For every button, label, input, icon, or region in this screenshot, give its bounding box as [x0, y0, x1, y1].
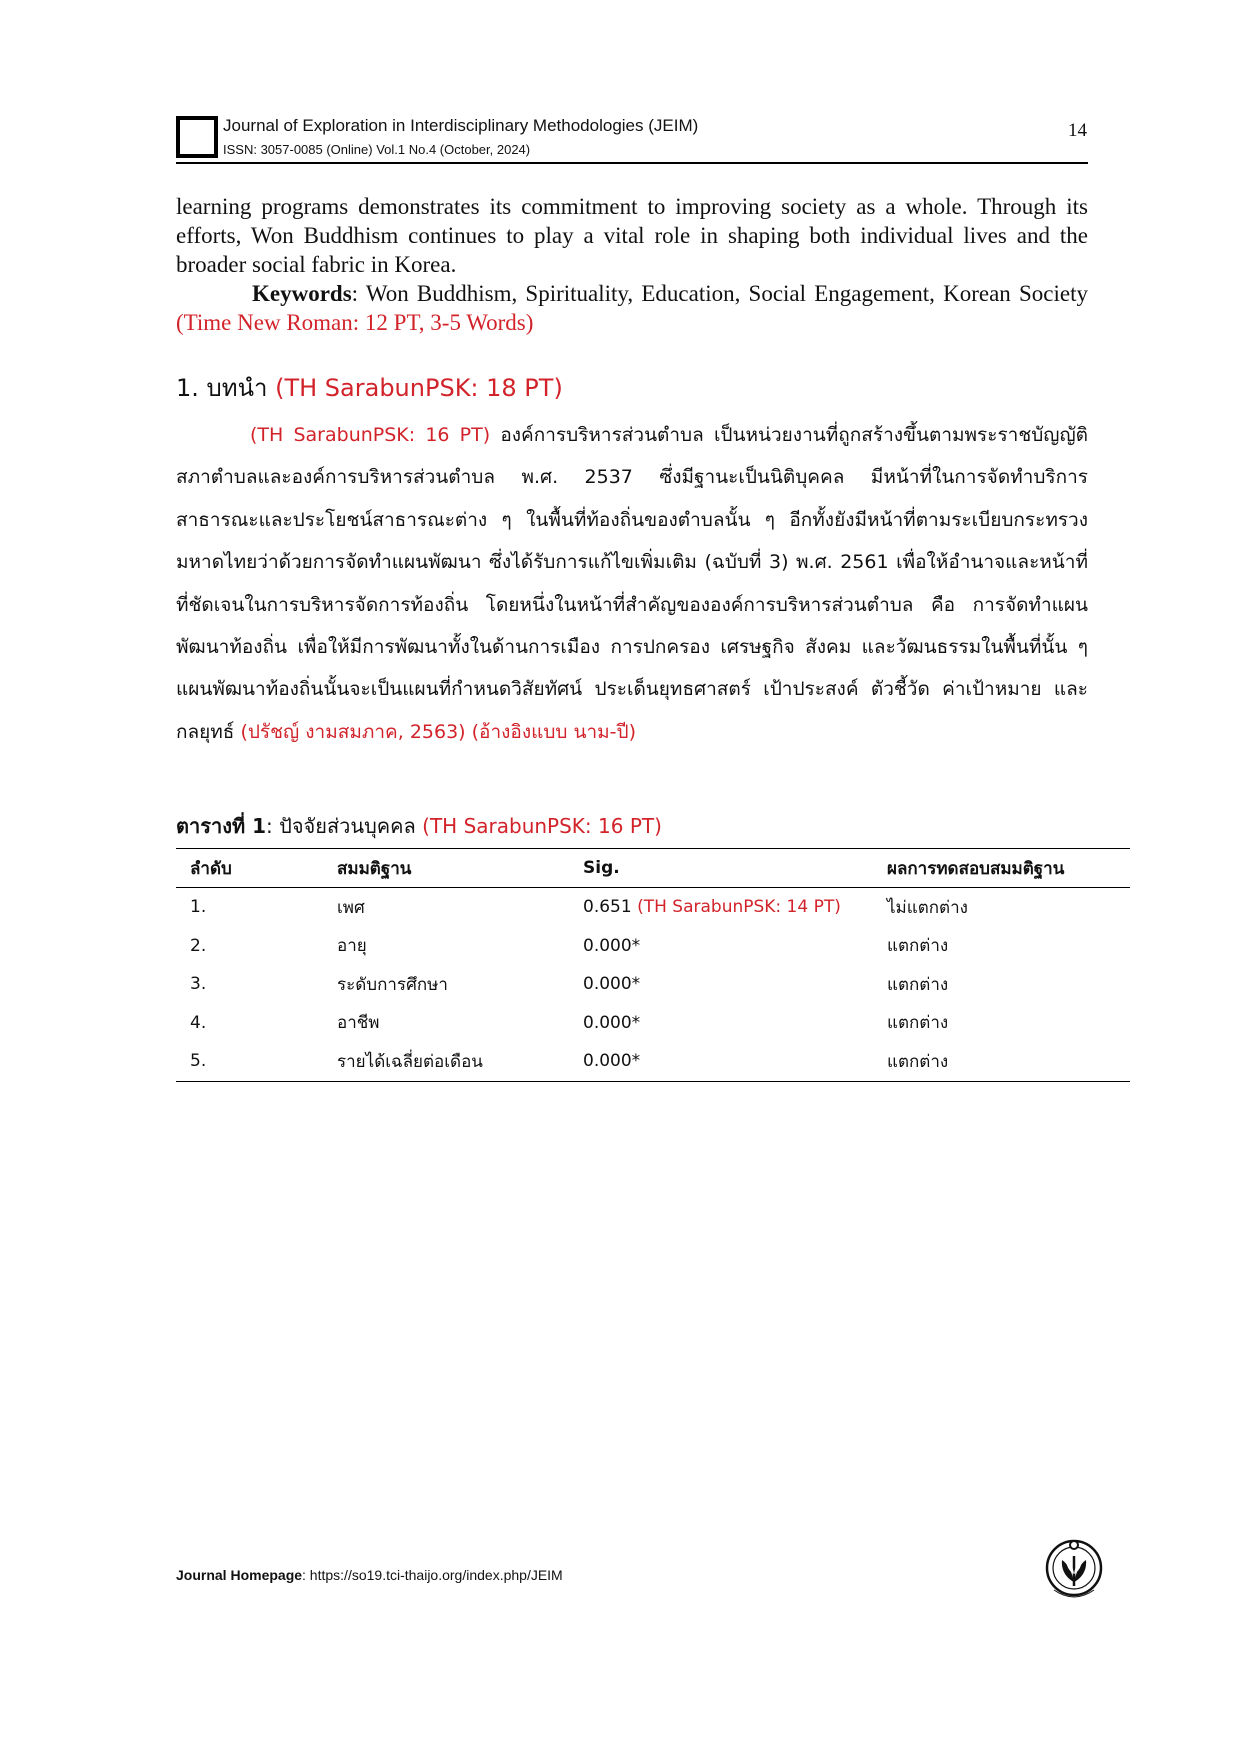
table-caption [176, 810, 662, 842]
cell-result: แตกต่าง [887, 1013, 949, 1034]
table-row [176, 1042, 1130, 1081]
cell-sig: 0.000* [583, 1012, 641, 1033]
cell-sig: 0.000* [583, 974, 641, 995]
journal-homepage-link[interactable]: : https://so19.tci-thaijo.org/index.php/JEIM [302, 1567, 563, 1583]
section-heading-text: 1. บทนำ [176, 374, 268, 402]
table-caption-note: (TH SarabunPSK: 16 PT) [422, 814, 662, 838]
keywords-label: Keywords [252, 281, 352, 306]
cell-hypothesis: เพศ [337, 897, 365, 918]
keywords-format-note: (Time New Roman: 12 PT, 3-5 Words) [176, 310, 534, 335]
cell-order: 2. [190, 935, 207, 956]
table-caption-label: ตารางที่ 1 [176, 814, 267, 838]
col-header-sig: Sig. [569, 849, 873, 888]
cell-sig [569, 888, 873, 927]
row-format-note: (TH SarabunPSK: 14 PT) [637, 897, 841, 918]
cell-order: 5. [176, 1042, 323, 1081]
cell-hypothesis: อายุ [337, 936, 367, 957]
table-header-row [176, 849, 1130, 888]
page-number: 14 [1068, 120, 1087, 141]
journal-issn: ISSN: 3057-0085 (Online) Vol.1 No.4 (October, 2024) [223, 142, 531, 157]
section-heading [176, 368, 563, 407]
body-format-note: (TH SarabunPSK: 16 PT) [250, 424, 491, 446]
cell-hypothesis: รายได้เฉลี่ยต่อเดือน [323, 1042, 569, 1081]
journal-title: Journal of Exploration in Interdisciplinary Methodologies (JEIM) [223, 116, 699, 135]
col-header-order: ลำดับ [176, 849, 323, 888]
abstract-end-paragraph: learning programs demonstrates its commitment to improving society as a whole. Through its efforts, Won Buddhism continues to play a vital role in shaping both individual lives and the broader social fabric in Korea. [176, 194, 1088, 277]
cell-order: 3. [190, 974, 207, 995]
footer-label: Journal Homepage [176, 1567, 303, 1583]
table-row [176, 888, 1130, 927]
col-header-hypothesis: สมมติฐาน [323, 849, 569, 888]
header-divider [176, 162, 1088, 164]
citation-note: (ปรัชญ์ งามสมภาค, 2563) (อ้างอิงแบบ นาม-ปี) [240, 720, 637, 743]
cell-result: แตกต่าง [887, 974, 949, 995]
intro-paragraph [176, 414, 1088, 753]
col-header-result: ผลการทดสอบสมมติฐาน [873, 849, 1130, 888]
intro-body-text: องค์การบริหารส่วนตำบล เป็นหน่วยงานที่ถูกสร้างขึ้นตามพระราชบัญญัติสภาตำบลและองค์การบริหารส่วนตำบล พ.ศ. 2537 ซึ่งมีฐานะเป็นนิติบุคคล มีหน้าที่ในการจัดทำบริการสาธารณะและประโยชน์สาธารณะต่าง ๆ ในพื้นที่ท้องถิ่นของตำบลนั้น ๆ อีกทั้งยังมีหน้าที่ตามระเบียบกระทรวงมหาดไทยว่าด้วยการจัดทำแผนพัฒนา ซึ่งได้รับการแก้ไขเพิ่มเติม (ฉบับที่ 3) พ.ศ. 2561 เพื่อให้อำนาจและหน้าที่ที่ชัดเจนในการบริหารจัดการท้องถิ่น โดยหนึ่งในหน้าที่สำคัญขององค์การบริหารส่วนตำบล คือ การจัดทำแผนพัฒนาท้องถิ่น เพื่อให้มีการพัฒนาทั้งในด้านการเมือง การปกครอง เศรษฐกิจ สังคม และวัฒนธรรมในพื้นที่นั้น ๆ แผนพัฒนาท้องถิ่นนั้นจะเป็นแผนที่กำหนดวิสัยทัศน์ ประเด็นยุทธศาสตร์ เป้าประสงค์ ตัวชี้วัด ค่าเป้าหมาย และกลยุทธ์ [176, 424, 1089, 743]
keywords-text: : Won Buddhism, Spirituality, Education, Social Engagement, Korean Society [351, 281, 1088, 306]
publisher-logo-icon [1044, 1538, 1104, 1608]
journal-homepage-footer [176, 1567, 563, 1583]
journal-logo-box [176, 116, 218, 158]
table-row [176, 927, 1130, 966]
cell-hypothesis: อาชีพ [337, 1013, 380, 1034]
cell-hypothesis: ระดับการศึกษา [337, 974, 448, 995]
cell-sig: 0.000* [569, 1042, 873, 1081]
cell-order: 4. [190, 1012, 207, 1033]
table-row [176, 965, 1130, 1004]
cell-result: แตกต่าง [873, 1042, 1130, 1081]
table-caption-text: : ปัจจัยส่วนบุคคล [266, 814, 416, 838]
heading-format-note: (TH SarabunPSK: 18 PT) [275, 374, 563, 402]
cell-result: แตกต่าง [887, 936, 949, 957]
cell-order: 1. [190, 897, 207, 918]
table-row [176, 1004, 1130, 1043]
cell-result: ไม่แตกต่าง [887, 897, 968, 918]
cell-sig-value: 0.651 [583, 897, 632, 918]
personal-factors-table [176, 848, 1130, 1082]
keywords-paragraph [176, 279, 1088, 337]
cell-sig: 0.000* [583, 935, 641, 956]
